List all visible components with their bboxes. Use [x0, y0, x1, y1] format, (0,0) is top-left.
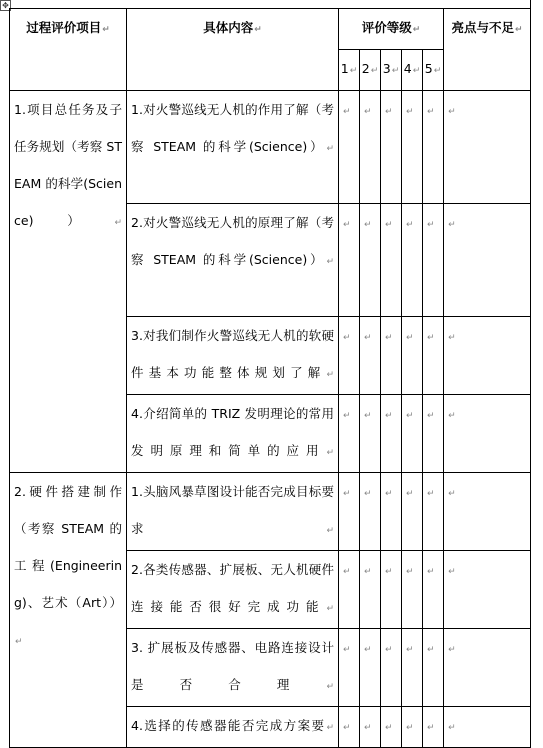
- header-process-item: 过程评价项目↵: [10, 9, 127, 91]
- highlight-cell[interactable]: ↵: [444, 707, 531, 748]
- grade-cell[interactable]: ↵: [360, 317, 381, 395]
- table-edge-top: [530, 0, 531, 8]
- highlight-cell[interactable]: ↵: [444, 395, 531, 473]
- grade-5: 5↵: [423, 50, 444, 91]
- grade-cell[interactable]: ↵: [423, 317, 444, 395]
- table-row: [10, 473, 531, 551]
- table-anchor-icon[interactable]: ✥: [0, 0, 11, 11]
- header-content: 具体内容↵: [127, 9, 339, 91]
- content-item: 1.头脑风暴草图设计能否完成目标要求↵: [127, 473, 339, 551]
- grade-cell[interactable]: ↵: [423, 473, 444, 551]
- grade-cell[interactable]: ↵: [339, 629, 360, 707]
- grade-cell[interactable]: ↵: [402, 629, 423, 707]
- grade-cell[interactable]: ↵: [360, 629, 381, 707]
- content-item: 1.对火警巡线无人机的作用了解（考察 STEAM 的科学(Science)）↵: [127, 91, 339, 204]
- grade-3: 3↵: [381, 50, 402, 91]
- grade-cell[interactable]: ↵: [360, 707, 381, 748]
- grade-2: 2↵: [360, 50, 381, 91]
- content-item: 3. 扩展板及传感器、电路连接设计是否合理↵: [127, 629, 339, 707]
- highlight-cell[interactable]: ↵: [444, 204, 531, 317]
- grade-cell[interactable]: ↵: [381, 629, 402, 707]
- highlight-cell[interactable]: ↵: [444, 317, 531, 395]
- grade-cell[interactable]: ↵: [360, 473, 381, 551]
- content-item: 2.对火警巡线无人机的原理了解（考察 STEAM 的科学(Science)）↵: [127, 204, 339, 317]
- grade-cell[interactable]: ↵: [423, 551, 444, 629]
- grade-cell[interactable]: ↵: [381, 473, 402, 551]
- highlight-cell[interactable]: ↵: [444, 551, 531, 629]
- grade-cell[interactable]: ↵: [423, 91, 444, 204]
- grade-cell[interactable]: ↵: [423, 707, 444, 748]
- grade-cell[interactable]: ↵: [339, 395, 360, 473]
- grade-cell[interactable]: ↵: [402, 551, 423, 629]
- grade-cell[interactable]: ↵: [339, 204, 360, 317]
- content-item: 4.选择的传感器能否完成方案要↵: [127, 707, 339, 748]
- grade-cell[interactable]: ↵: [381, 317, 402, 395]
- grade-cell[interactable]: ↵: [339, 91, 360, 204]
- grade-cell[interactable]: ↵: [381, 204, 402, 317]
- grade-cell[interactable]: ↵: [381, 91, 402, 204]
- grade-cell[interactable]: ↵: [402, 395, 423, 473]
- grade-4: 4↵: [402, 50, 423, 91]
- evaluation-table: [9, 8, 531, 748]
- grade-cell[interactable]: ↵: [381, 707, 402, 748]
- grade-cell[interactable]: ↵: [381, 551, 402, 629]
- table-row: [10, 91, 531, 204]
- grade-cell[interactable]: ↵: [402, 317, 423, 395]
- grade-cell[interactable]: ↵: [339, 707, 360, 748]
- highlight-cell[interactable]: ↵: [444, 473, 531, 551]
- grade-cell[interactable]: ↵: [423, 629, 444, 707]
- section-title: 2.硬件搭建制作（考察 STEAM 的工程(Engineering)、艺术（Art））↵: [10, 473, 127, 748]
- grade-cell[interactable]: ↵: [360, 204, 381, 317]
- header-highlights: 亮点与不足↵: [444, 9, 531, 91]
- grade-cell[interactable]: ↵: [402, 473, 423, 551]
- grade-cell[interactable]: ↵: [381, 395, 402, 473]
- grade-cell[interactable]: ↵: [402, 204, 423, 317]
- table-edge-bottom: [530, 723, 531, 738]
- content-item: 2.各类传感器、扩展板、无人机硬件连接能否很好完成功能↵: [127, 551, 339, 629]
- grade-cell[interactable]: ↵: [402, 91, 423, 204]
- highlight-cell[interactable]: ↵: [444, 629, 531, 707]
- grade-cell[interactable]: ↵: [423, 204, 444, 317]
- grade-1: 1↵: [339, 50, 360, 91]
- content-item: 3.对我们制作火警巡线无人机的软硬件基本功能整体规划了解↵: [127, 317, 339, 395]
- grade-cell[interactable]: ↵: [360, 395, 381, 473]
- grade-cell[interactable]: ↵: [402, 707, 423, 748]
- grade-cell[interactable]: ↵: [339, 317, 360, 395]
- grade-cell[interactable]: ↵: [360, 91, 381, 204]
- highlight-cell[interactable]: ↵: [444, 91, 531, 204]
- grade-cell[interactable]: ↵: [339, 551, 360, 629]
- content-item: 4.介绍简单的 TRIZ 发明理论的常用发明原理和简单的应用↵: [127, 395, 339, 473]
- header-grade: 评价等级↵: [339, 9, 444, 50]
- section-title: 1.项目总任务及子任务规划（考察 STEAM 的科学(Science)）↵: [10, 91, 127, 473]
- grade-cell[interactable]: ↵: [360, 551, 381, 629]
- grade-cell[interactable]: ↵: [423, 395, 444, 473]
- grade-cell[interactable]: ↵: [339, 473, 360, 551]
